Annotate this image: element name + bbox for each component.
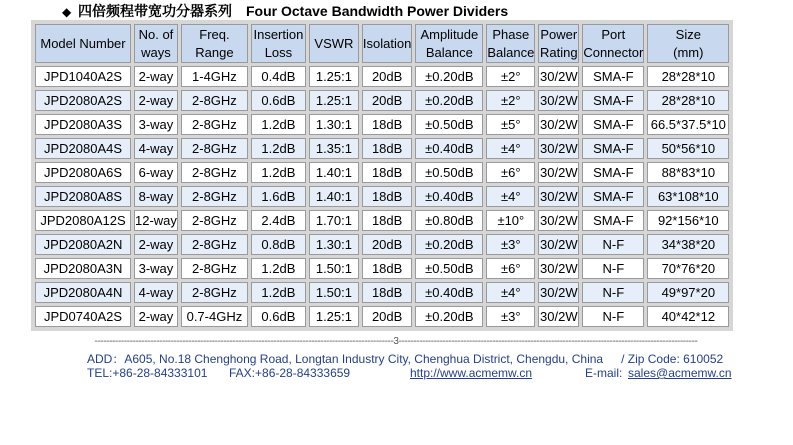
table-cell: 1.6dB <box>251 186 306 207</box>
table-cell: JPD2080A2N <box>35 234 131 255</box>
table-cell: ±0.20dB <box>415 234 483 255</box>
table-row <box>35 306 729 327</box>
footer-address: ADD：A605, No.18 Chenghong Road, Longtan Industry City, Chenghua District, Chengdu, China <box>87 352 604 366</box>
table-cell: N-F <box>582 306 644 327</box>
table-cell: 28*28*10 <box>647 66 729 87</box>
table-header-row <box>35 24 729 63</box>
footer-email-link[interactable]: sales@acmemw.cn <box>628 366 732 380</box>
table-cell: JPD2080A3S <box>35 114 131 135</box>
table-cell: 18dB <box>362 162 412 183</box>
column-header <box>647 24 729 63</box>
column-header-text: No. of <box>138 26 174 42</box>
table-cell: SMA-F <box>582 186 644 207</box>
table-cell: 63*108*10 <box>647 186 729 207</box>
table-cell: 30/2W <box>538 114 579 135</box>
table-cell: 1.25:1 <box>309 306 359 327</box>
table-cell: 2-way <box>134 66 178 87</box>
table-cell: 18dB <box>362 138 412 159</box>
table-cell: N-F <box>582 234 644 255</box>
table-cell: 20dB <box>362 234 412 255</box>
table-cell: JPD2080A4N <box>35 282 131 303</box>
table-cell: 18dB <box>362 210 412 231</box>
table-cell: 1-4GHz <box>181 66 248 87</box>
column-header-text: Power <box>540 26 578 42</box>
table-cell: 3-way <box>134 114 178 135</box>
table-cell: 1.40:1 <box>309 186 359 207</box>
table-cell: 30/2W <box>538 258 579 279</box>
table-cell: 30/2W <box>538 210 579 231</box>
table-cell: SMA-F <box>582 90 644 111</box>
table-cell: ±6° <box>486 162 535 183</box>
table-cell: JPD2080A6S <box>35 162 131 183</box>
table-cell: 1.2dB <box>251 258 306 279</box>
table-cell: 20dB <box>362 306 412 327</box>
table-cell: 1.30:1 <box>309 114 359 135</box>
column-header-text: ways <box>141 44 171 60</box>
column-header-text: Loss <box>264 44 293 60</box>
table-cell: JPD0740A2S <box>35 306 131 327</box>
table-cell: 18dB <box>362 258 412 279</box>
table-cell: ±3° <box>486 306 535 327</box>
table-cell: 70*76*20 <box>647 258 729 279</box>
table-cell: 1.40:1 <box>309 162 359 183</box>
column-header-text: Phase <box>492 26 530 42</box>
table-cell: 30/2W <box>538 90 579 111</box>
table-cell: SMA-F <box>582 210 644 231</box>
table-row <box>35 66 729 87</box>
table-cell: 18dB <box>362 114 412 135</box>
table-cell: ±6° <box>486 258 535 279</box>
table-cell: 30/2W <box>538 282 579 303</box>
footer-fax: FAX:+86-28-84333659 <box>229 366 351 380</box>
table-cell: ±0.20dB <box>415 90 483 111</box>
table-cell: JPD2080A3N <box>35 258 131 279</box>
table-cell: ±0.50dB <box>415 162 483 183</box>
column-header-text: Model Number <box>40 35 126 51</box>
column-header-text: Balance <box>425 44 473 60</box>
column-header-text: Freq. <box>199 26 230 42</box>
table-cell: 30/2W <box>538 162 579 183</box>
table-cell: 30/2W <box>538 138 579 159</box>
table-cell: N-F <box>582 258 644 279</box>
table-cell: ±2° <box>486 90 535 111</box>
table-row <box>35 258 729 279</box>
table-cell: ±0.20dB <box>415 66 483 87</box>
table-row <box>35 210 729 231</box>
table-cell: 2-8GHz <box>181 258 248 279</box>
table-cell: 1.25:1 <box>309 66 359 87</box>
table-cell: 1.2dB <box>251 282 306 303</box>
table-cell: 1.35:1 <box>309 138 359 159</box>
column-header-text: Isolation <box>362 35 412 51</box>
document-title <box>62 1 508 21</box>
column-header <box>362 24 412 63</box>
table-cell: 1.2dB <box>251 138 306 159</box>
table-cell: 2-8GHz <box>181 186 248 207</box>
table-cell: 1.50:1 <box>309 258 359 279</box>
table-cell: ±0.80dB <box>415 210 483 231</box>
table-cell: 0.7-4GHz <box>181 306 248 327</box>
table-cell: JPD2080A2S <box>35 90 131 111</box>
column-header-text: Rating <box>540 44 578 60</box>
column-header-text: Connector <box>583 44 644 60</box>
table-cell: 3-way <box>134 258 178 279</box>
table-cell: ±0.40dB <box>415 138 483 159</box>
table-row <box>35 282 729 303</box>
table-cell: 8-way <box>134 186 178 207</box>
table-cell: 1.70:1 <box>309 210 359 231</box>
column-header <box>251 24 306 63</box>
footer-zip: / Zip Code: 610052 <box>621 352 724 366</box>
table-cell: 1.30:1 <box>309 234 359 255</box>
table-cell: 18dB <box>362 282 412 303</box>
table-cell: ±4° <box>486 186 535 207</box>
table-cell: 20dB <box>362 66 412 87</box>
table-cell: ±3° <box>486 234 535 255</box>
table-row <box>35 114 729 135</box>
column-header <box>181 24 248 63</box>
column-header-text: Amplitude <box>420 26 479 42</box>
table-cell: 12-way <box>134 210 178 231</box>
table-cell: 20dB <box>362 90 412 111</box>
table-cell: 28*28*10 <box>647 90 729 111</box>
table-cell: 2-8GHz <box>181 282 248 303</box>
column-header <box>582 24 644 63</box>
column-header <box>309 24 359 63</box>
table-cell: JPD2080A4S <box>35 138 131 159</box>
table-cell: 34*38*20 <box>647 234 729 255</box>
column-header <box>415 24 483 63</box>
table-row <box>35 162 729 183</box>
table-cell: SMA-F <box>582 162 644 183</box>
table-cell: 4-way <box>134 138 178 159</box>
footer-website-link[interactable]: http://www.acmemw.cn <box>410 366 533 380</box>
column-header-text: (mm) <box>673 44 704 60</box>
table-cell: ±10° <box>486 210 535 231</box>
table-cell: 92*156*10 <box>647 210 729 231</box>
title-english: Four Octave Bandwidth Power Dividers <box>246 3 509 19</box>
column-header-text: VSWR <box>314 35 354 51</box>
column-header-text: Insertion <box>253 26 304 42</box>
diamond-bullet-icon: ◆ <box>62 5 72 19</box>
column-header <box>486 24 535 63</box>
table-cell: 2-way <box>134 90 178 111</box>
table-cell: 1.25:1 <box>309 90 359 111</box>
table-cell: 2-way <box>134 306 178 327</box>
table-cell: SMA-F <box>582 114 644 135</box>
table-row <box>35 234 729 255</box>
table-cell: 50*56*10 <box>647 138 729 159</box>
table-cell: 18dB <box>362 186 412 207</box>
table-cell: 88*83*10 <box>647 162 729 183</box>
table-cell: JPD2080A8S <box>35 186 131 207</box>
table-cell: 2-8GHz <box>181 114 248 135</box>
page-separator: ------------------------------------------------------------------------------------------------------3------------------------------------------------------------------------------------------------------ <box>94 337 698 347</box>
title-chinese: 四倍频程带宽功分器系列 <box>78 3 232 19</box>
table-row <box>35 186 729 207</box>
column-header <box>538 24 579 63</box>
table-cell: ±0.40dB <box>415 186 483 207</box>
table-cell: ±0.40dB <box>415 282 483 303</box>
table-cell: 30/2W <box>538 186 579 207</box>
table-cell: ±0.20dB <box>415 306 483 327</box>
spec-table <box>31 20 733 331</box>
table-cell: 2-8GHz <box>181 234 248 255</box>
table-cell: 1.2dB <box>251 114 306 135</box>
table-cell: 2-way <box>134 234 178 255</box>
table-cell: N-F <box>582 282 644 303</box>
table-cell: ±4° <box>486 138 535 159</box>
table-cell: 2-8GHz <box>181 162 248 183</box>
table-cell: 4-way <box>134 282 178 303</box>
column-header <box>134 24 178 63</box>
table-cell: SMA-F <box>582 66 644 87</box>
column-header-text: Balance <box>487 44 535 60</box>
table-cell: ±0.50dB <box>415 114 483 135</box>
table-cell: 2.4dB <box>251 210 306 231</box>
column-header-text: Size <box>675 26 701 42</box>
column-header <box>35 24 131 63</box>
table-cell: 0.6dB <box>251 90 306 111</box>
table-cell: 30/2W <box>538 234 579 255</box>
table-cell: 0.6dB <box>251 306 306 327</box>
table-cell: 1.50:1 <box>309 282 359 303</box>
table-cell: 66.5*37.5*10 <box>647 114 729 135</box>
column-header-text: Range <box>195 44 234 60</box>
footer-address-line <box>87 350 737 367</box>
table-row <box>35 90 729 111</box>
table-cell: 2-8GHz <box>181 90 248 111</box>
table-cell: 2-8GHz <box>181 138 248 159</box>
table-cell: 6-way <box>134 162 178 183</box>
table-cell: 0.8dB <box>251 234 306 255</box>
table-cell: 40*42*12 <box>647 306 729 327</box>
table-cell: JPD1040A2S <box>35 66 131 87</box>
table-cell: ±5° <box>486 114 535 135</box>
table-cell: 2-8GHz <box>181 210 248 231</box>
table-cell: SMA-F <box>582 138 644 159</box>
table-cell: 30/2W <box>538 306 579 327</box>
table-cell: ±2° <box>486 66 535 87</box>
table-cell: 1.2dB <box>251 162 306 183</box>
table-cell: 30/2W <box>538 66 579 87</box>
footer-email-label: E-mail: <box>585 366 623 380</box>
table-cell: ±0.50dB <box>415 258 483 279</box>
footer-tel: TEL:+86-28-84333101 <box>87 366 208 380</box>
table-cell: 49*97*20 <box>647 282 729 303</box>
table-row <box>35 138 729 159</box>
table-cell: ±4° <box>486 282 535 303</box>
column-header-text: Port <box>601 26 626 42</box>
table-cell: 0.4dB <box>251 66 306 87</box>
table-cell: JPD2080A12S <box>35 210 131 231</box>
